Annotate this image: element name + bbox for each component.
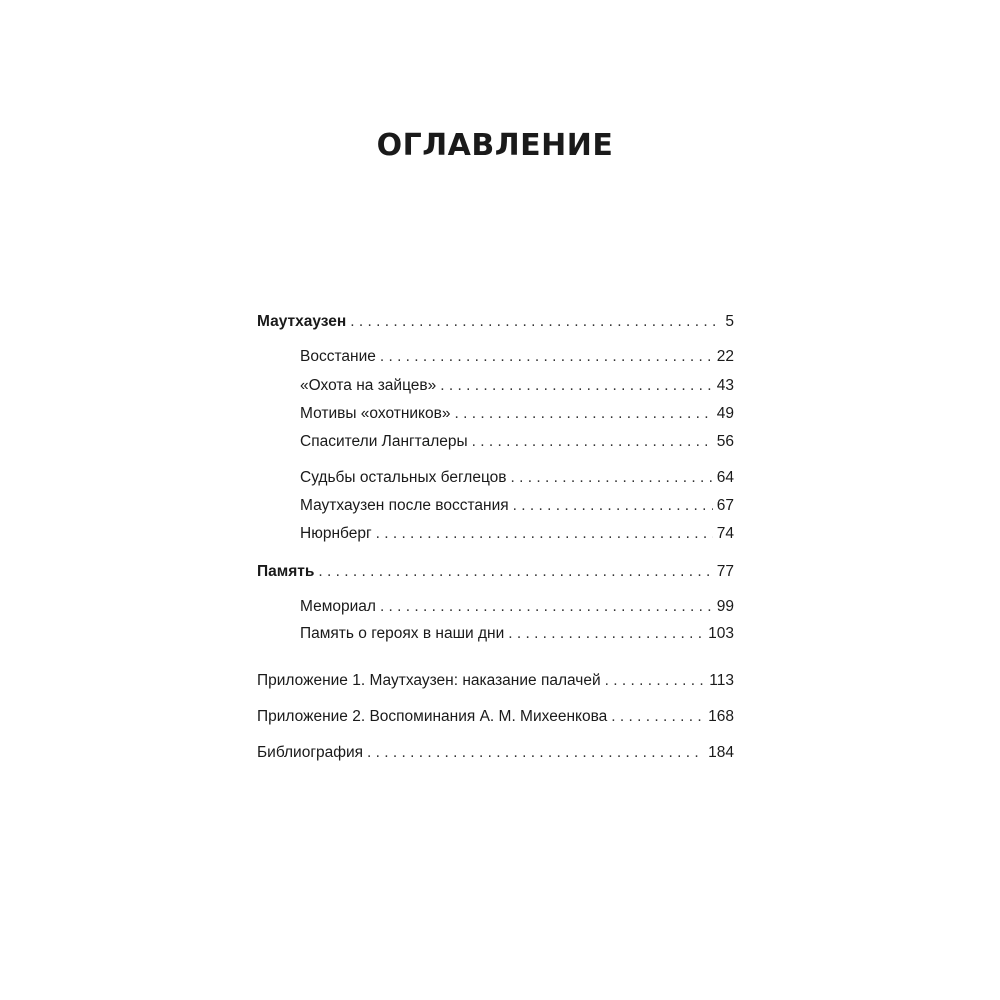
toc-entry [257,561,734,583]
toc-entry-title: Нюрнберг [300,525,372,542]
toc-entry-title: Мотивы «охотников» [300,405,451,422]
toc-page-number: 168 [708,708,734,725]
toc-entry-title: Память о героях в наши дни [300,625,505,642]
toc-page-number: 74 [716,525,734,542]
toc-page-number: 99 [716,598,734,615]
toc-entry-title: Приложение 1. Маутхаузен: наказание палачей [257,672,601,689]
toc-page-number: 77 [716,563,734,580]
toc-page-number: 67 [716,497,734,514]
toc-page-number: 184 [708,744,734,761]
toc-entry [300,495,734,517]
toc-entry [257,670,734,692]
toc-leader-dots [350,311,721,333]
toc-page-number: 64 [716,469,734,486]
toc-leader-dots [605,670,706,692]
toc-page-number: 22 [716,348,734,365]
toc-entry-title: Память [257,563,315,580]
toc-entry [300,403,734,425]
toc-page-number: 5 [725,313,734,330]
toc-entry-title: Маутхаузен после восстания [300,497,509,514]
toc-entry [257,706,734,728]
toc-entry [300,523,734,545]
page-title: ОГЛАВЛЕНИЕ [376,128,614,163]
toc-page-number: 113 [709,672,734,689]
toc-entry [300,431,734,453]
toc-entry [300,375,734,397]
toc-entry [300,623,734,645]
toc-leader-dots [513,495,713,517]
toc-leader-dots [380,346,713,368]
table-of-contents [257,0,734,1000]
toc-entry [300,596,734,618]
toc-entry-title: Восстание [300,348,376,365]
toc-entry-title: Маутхаузен [257,313,347,330]
toc-entry [257,742,734,764]
toc-leader-dots [440,375,712,397]
toc-entry-title: Приложение 2. Воспоминания А. М. Михеенкова [257,708,608,725]
toc-entry-title: Мемориал [300,598,376,615]
toc-leader-dots [611,706,704,728]
toc-page-number: 56 [716,433,734,450]
toc-entry-title: Библиография [257,744,364,761]
toc-entry-title: Спасители Лангталеры [300,433,468,450]
toc-leader-dots [511,467,713,489]
toc-leader-dots [380,596,713,618]
toc-page-number: 103 [708,625,734,642]
toc-entry [257,311,734,333]
toc-entry-title: «Охота на зайцев» [300,377,437,394]
toc-entry [300,467,734,489]
toc-entry-title: Судьбы остальных беглецов [300,469,507,486]
toc-leader-dots [472,431,713,453]
toc-leader-dots [318,561,712,583]
toc-leader-dots [508,623,704,645]
toc-page-number: 49 [716,405,734,422]
toc-leader-dots [367,742,704,764]
toc-entry [300,346,734,368]
toc-leader-dots [376,523,713,545]
toc-leader-dots [454,403,712,425]
toc-page-number: 43 [716,377,734,394]
